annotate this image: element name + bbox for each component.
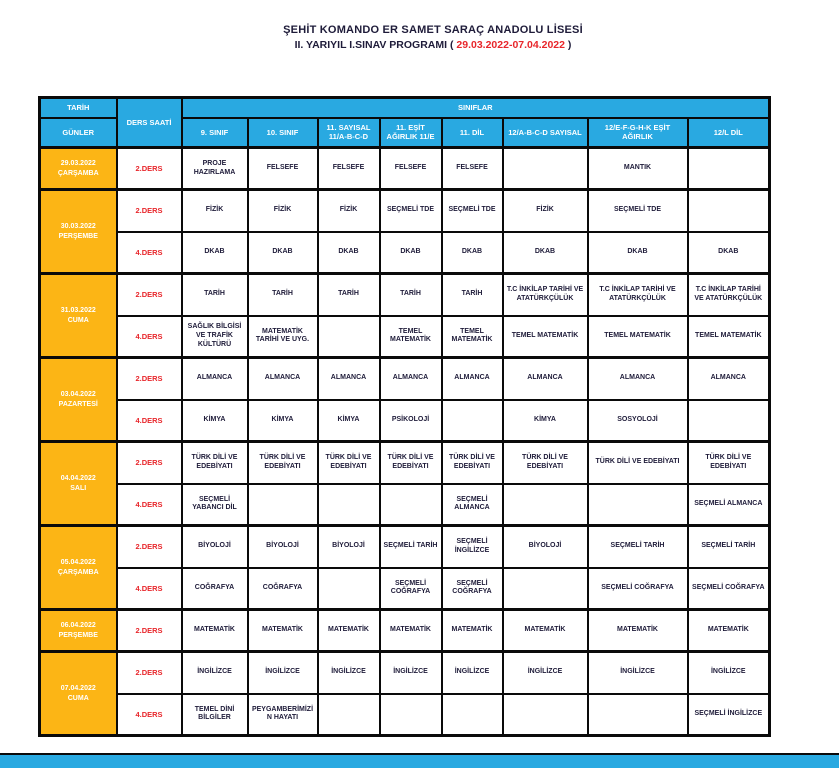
subject-cell: DKAB [318,232,380,274]
subject-cell: MATEMATİK [588,610,688,652]
subject-cell: SEÇMELİ COĞRAFYA [688,568,770,610]
header-ders-saati: DERS SAATİ [117,98,182,148]
period-cell: 2.DERS [117,652,182,694]
date-cell [40,274,117,358]
day-label: CUMA [67,316,89,324]
subject-cell: TARİH [380,274,442,316]
subject-cell: DKAB [588,232,688,274]
period-cell: 4.DERS [117,232,182,274]
subject-cell [588,484,688,526]
schedule-body [40,148,770,736]
subject-cell: FELSEFE [442,148,503,190]
subject-cell: PEYGAMBERİMİZİN HAYATI [248,694,318,736]
date-label: 31.03.2022 [60,307,96,315]
subject-cell: SEÇMELİ İNGİLİZCE [442,526,503,568]
subject-cell: MATEMATİK [442,610,503,652]
subject-cell: KİMYA [503,400,588,442]
schedule-row [40,274,770,316]
subject-cell: İNGİLİZCE [503,652,588,694]
period-cell: 4.DERS [117,400,182,442]
schedule-row [40,148,770,190]
schedule-row [40,190,770,232]
subject-cell: İNGİLİZCE [380,652,442,694]
period-cell: 4.DERS [117,568,182,610]
subject-cell: TEMEL MATEMATİK [503,316,588,358]
day-label: PERŞEMBE [58,232,98,240]
subject-cell [688,148,770,190]
subject-cell: SAĞLIK BİLGİSİ VE TRAFİK KÜLTÜRÜ [182,316,248,358]
subject-cell: FİZİK [318,190,380,232]
day-label: ÇARŞAMBA [57,169,99,177]
subject-cell: KİMYA [318,400,380,442]
subject-cell: SEÇMELİ TARİH [588,526,688,568]
subtitle-suffix: ) [565,39,572,51]
subject-cell: İNGİLİZCE [318,652,380,694]
school-name: ŞEHİT KOMANDO ER SAMET SARAÇ ANADOLU LİSESİ [283,24,583,36]
subject-cell: ALMANCA [248,358,318,400]
subject-cell: SEÇMELİ ALMANCA [442,484,503,526]
class-column-header: 12/A-B-C-D SAYISAL [503,118,588,148]
subject-cell: TÜRK DİLİ VE EDEBİYATI [442,442,503,484]
period-cell: 2.DERS [117,148,182,190]
subject-cell [503,148,588,190]
subject-cell: SEÇMELİ COĞRAFYA [588,568,688,610]
subject-cell: SEÇMELİ TDE [380,190,442,232]
subject-cell: SEÇMELİ İNGİLİZCE [688,694,770,736]
subject-cell: FİZİK [503,190,588,232]
date-label: 04.04.2022 [60,475,96,483]
date-cell [40,652,117,736]
subject-cell: ALMANCA [380,358,442,400]
subject-cell: KİMYA [248,400,318,442]
subject-cell: SEÇMELİ COĞRAFYA [380,568,442,610]
subject-cell: TEMEL MATEMATİK [588,316,688,358]
date-label: 07.04.2022 [60,685,96,693]
schedule-row [40,526,770,568]
subject-cell: FELSEFE [380,148,442,190]
period-cell: 4.DERS [117,694,182,736]
class-column-header: 11. EŞİT AĞIRLIK 11/E [380,118,442,148]
subject-cell: İNGİLİZCE [688,652,770,694]
subject-cell [318,568,380,610]
exam-date-range: 29.03.2022-07.04.2022 [456,39,565,51]
day-label: PERŞEMBE [58,631,98,639]
period-cell: 2.DERS [117,442,182,484]
subject-cell: MATEMATİK TARİHİ VE UYG. [248,316,318,358]
subject-cell: SOSYOLOJİ [588,400,688,442]
table-header [40,98,770,148]
subject-cell: TÜRK DİLİ VE EDEBİYATI [380,442,442,484]
subject-cell: TÜRK DİLİ VE EDEBİYATI [503,442,588,484]
subject-cell [688,190,770,232]
class-column-header: 11. SAYISAL 11/A-B-C-D [318,118,380,148]
subject-cell: ALMANCA [588,358,688,400]
header-tarih: TARİH [40,98,117,118]
subject-cell: MATEMATİK [248,610,318,652]
schedule-row [40,316,770,358]
subject-cell: DKAB [503,232,588,274]
subject-cell: FİZİK [248,190,318,232]
subject-cell: MATEMATİK [380,610,442,652]
schedule-row [40,694,770,736]
subject-cell: FİZİK [182,190,248,232]
subject-cell: İNGİLİZCE [588,652,688,694]
subject-cell: TEMEL MATEMATİK [442,316,503,358]
subject-cell: MATEMATİK [182,610,248,652]
subject-cell: İNGİLİZCE [248,652,318,694]
date-label: 03.04.2022 [60,391,96,399]
subject-cell: T.C İNKİLAP TARİHİ VE ATATÜRKÇÜLÜK [688,274,770,316]
subject-cell: TEMEL MATEMATİK [688,316,770,358]
subject-cell: İNGİLİZCE [182,652,248,694]
subject-cell: DKAB [182,232,248,274]
subject-cell: FELSEFE [318,148,380,190]
subject-cell: TARİH [318,274,380,316]
subject-cell: TARİH [182,274,248,316]
class-column-header: 12/L DİL [688,118,770,148]
subtitle-prefix: II. YARIYIL I.SINAV PROGRAMI ( [294,39,457,51]
subject-cell [503,694,588,736]
subject-cell: COĞRAFYA [248,568,318,610]
class-column-header: 9. SINIF [182,118,248,148]
subject-cell: BİYOLOJİ [503,526,588,568]
date-cell [40,442,117,526]
date-label: 05.04.2022 [60,559,96,567]
subject-cell [380,694,442,736]
period-cell: 2.DERS [117,190,182,232]
subject-cell [248,484,318,526]
subject-cell [503,484,588,526]
schedule-row [40,442,770,484]
class-column-header: 12/E-F-G-H-K EŞİT AĞIRLIK [588,118,688,148]
subject-cell: İNGİLİZCE [442,652,503,694]
period-cell: 4.DERS [117,484,182,526]
day-label: SALI [70,484,87,492]
period-cell: 2.DERS [117,610,182,652]
subject-cell: TEMEL MATEMATİK [380,316,442,358]
subject-cell [688,400,770,442]
schedule-row [40,568,770,610]
subject-cell: ALMANCA [318,358,380,400]
subject-cell [318,484,380,526]
subject-cell: MATEMATİK [318,610,380,652]
date-cell [40,526,117,610]
subject-cell: DKAB [380,232,442,274]
date-cell [40,358,117,442]
subject-cell: ALMANCA [182,358,248,400]
subject-cell: TEMEL DİNİ BİLGİLER [182,694,248,736]
subject-cell [442,694,503,736]
subject-cell: ALMANCA [503,358,588,400]
subject-cell: SEÇMELİ TARİH [688,526,770,568]
subject-cell: SEÇMELİ TARİH [380,526,442,568]
date-label: 06.04.2022 [60,622,96,630]
subject-cell [380,484,442,526]
subject-cell: TÜRK DİLİ VE EDEBİYATI [182,442,248,484]
subject-cell [318,694,380,736]
subject-cell [503,568,588,610]
schedule-row [40,400,770,442]
subject-cell: BİYOLOJİ [182,526,248,568]
subject-cell: DKAB [688,232,770,274]
subject-cell: ALMANCA [688,358,770,400]
schedule-row [40,358,770,400]
period-cell: 2.DERS [117,274,182,316]
subject-cell: TÜRK DİLİ VE EDEBİYATI [588,442,688,484]
subject-cell: BİYOLOJİ [318,526,380,568]
program-subtitle [38,39,828,51]
date-label: 30.03.2022 [60,223,96,231]
subject-cell: TARİH [248,274,318,316]
subject-cell [442,400,503,442]
subject-cell: DKAB [248,232,318,274]
subject-cell [588,694,688,736]
period-cell: 2.DERS [117,526,182,568]
subject-cell: SEÇMELİ COĞRAFYA [442,568,503,610]
subject-cell: MATEMATİK [688,610,770,652]
subject-cell: TARİH [442,274,503,316]
next-page-header-strip [0,753,839,768]
day-label: PAZARTESİ [58,400,98,408]
subject-cell: MATEMATİK [503,610,588,652]
period-cell: 4.DERS [117,316,182,358]
schedule-row [40,610,770,652]
subject-cell: MANTIK [588,148,688,190]
schedule-row [40,484,770,526]
day-label: ÇARŞAMBA [57,568,99,576]
day-label: CUMA [67,694,89,702]
subject-cell: DKAB [442,232,503,274]
subject-cell: COĞRAFYA [182,568,248,610]
document-title [38,24,828,51]
subject-cell: SEÇMELİ TDE [588,190,688,232]
subject-cell: PSİKOLOJİ [380,400,442,442]
header-gunler: GÜNLER [40,118,117,148]
subject-cell: BİYOLOJİ [248,526,318,568]
date-cell [40,148,117,190]
subject-cell [318,316,380,358]
period-cell: 2.DERS [117,358,182,400]
subject-cell: PROJE HAZIRLAMA [182,148,248,190]
date-cell [40,610,117,652]
subject-cell: SEÇMELİ ALMANCA [688,484,770,526]
subject-cell: FELSEFE [248,148,318,190]
subject-cell: TÜRK DİLİ VE EDEBİYATI [318,442,380,484]
subject-cell: SEÇMELİ YABANCI DİL [182,484,248,526]
subject-cell: T.C İNKİLAP TARİHİ VE ATATÜRKÇÜLÜK [588,274,688,316]
subject-cell: ALMANCA [442,358,503,400]
schedule-row [40,232,770,274]
subject-cell: T.C İNKİLAP TARİHİ VE ATATÜRKÇÜLÜK [503,274,588,316]
exam-schedule-table [38,96,771,737]
date-cell [40,190,117,274]
subject-cell: TÜRK DİLİ VE EDEBİYATI [688,442,770,484]
header-siniflar: SINIFLAR [182,98,770,118]
subject-cell: KİMYA [182,400,248,442]
subject-cell: SEÇMELİ TDE [442,190,503,232]
date-label: 29.03.2022 [60,160,96,168]
schedule-row [40,652,770,694]
subject-cell: TÜRK DİLİ VE EDEBİYATI [248,442,318,484]
class-column-header: 11. DİL [442,118,503,148]
class-column-header: 10. SINIF [248,118,318,148]
